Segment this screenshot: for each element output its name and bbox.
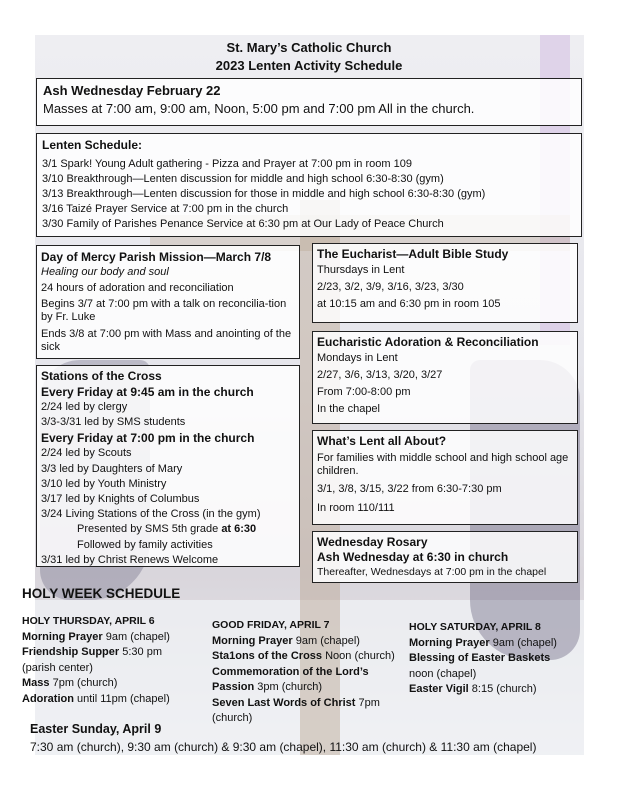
stations-friday-945: Every Friday at 9:45 am in the church [41,385,254,399]
good-friday-title: GOOD FRIDAY, APRIL 7 [212,619,330,631]
saturday-vigil-time: 8:15 (church) [468,683,537,695]
stations-of-the-cross-box [36,365,300,567]
stations-item [41,522,295,537]
thursday-mass-time: 7pm (church) [49,677,118,689]
eucharist-line: at 10:15 am and 6:30 pm in room 105 [317,298,501,310]
lent-about-line: 3/1, 3/8, 3/15, 3/22 from 6:30-7:30 pm [317,483,502,495]
stations-item: 3/10 led by Youth Ministry [41,477,167,490]
friday-morning-prayer-label: Morning Prayer [212,634,293,647]
stations-presented-time: at 6:30 [221,523,257,536]
thursday-adoration-label: Adoration [22,692,74,705]
holy-saturday-title: HOLY SATURDAY, APRIL 8 [409,621,541,633]
thursday-mass-label: Mass [22,677,50,689]
thursday-morning-prayer-time: 9am (chapel) [102,630,170,643]
friday-seven-words-location: (church) [212,712,253,724]
friday-commemoration-label: Commemoration of the Lord’s [212,665,369,678]
eucharist-line: Thursdays in Lent [317,264,405,276]
mercy-line: Begins 3/7 at 7:00 pm with a talk on reconcilia-tion by Fr. Luke [41,298,287,323]
stations-item: 3/31 led by Christ Renews Welcome [41,553,219,566]
adoration-line: From 7:00-8:00 pm [317,386,411,398]
friday-seven-words-time: 7pm [355,696,380,709]
rosary-title: Wednesday Rosary [317,535,428,549]
stations-item: 2/24 led by clergy [41,401,128,413]
rosary-ash-wednesday: Ash Wednesday at 6:30 in church [317,550,509,564]
ash-wednesday-box [36,78,582,126]
lenten-item: 3/1 Spark! Young Adult gathering - Pizza and Prayer at 7:00 pm in room 109 [42,158,412,170]
rosary-line: Thereafter, Wednesdays at 7:00 pm in the chapel [317,566,547,578]
friday-stations-time: Noon (church) [322,650,395,662]
adoration-title: Eucharistic Adoration & Reconciliation [317,335,539,349]
stations-item: 3/3 led by Daughters of Mary [41,462,183,475]
ash-wednesday-masses: Masses at 7:00 am, 9:00 am, Noon, 5:00 pm and 7:00 pm All in the church. [43,101,475,116]
lenten-item: 3/13 Breakthrough—Lenten discussion for those in middle and high school 6:30-8:30 (gym) [42,188,486,200]
saturday-vigil-label: Easter Vigil [409,683,469,695]
stations-item: 3/3-3/31 led by SMS students [41,416,186,429]
friday-morning-prayer-time: 9am (chapel) [292,634,360,647]
stations-title: Stations of the Cross [41,369,162,383]
holy-thursday-column [22,614,170,707]
friday-passion-time: 3pm (church) [254,681,323,693]
saturday-morning-prayer-time: 9am (chapel) [489,636,557,649]
thursday-friendship-supper-label: Friendship Supper [22,646,120,658]
lent-about-box [312,430,578,525]
wednesday-rosary-box [312,531,578,583]
good-friday-column [212,618,395,727]
saturday-blessing-time: noon (chapel) [409,667,477,680]
eucharist-line: 2/23, 3/2, 3/9, 3/16, 3/23, 3/30 [317,281,464,293]
lenten-item: 3/10 Breakthrough—Lenten discussion for middle and high school 6:30-8:30 (gym) [42,173,444,185]
friday-seven-words-label: Seven Last Words of Christ [212,696,356,709]
adoration-line: Mondays in Lent [317,352,398,364]
thursday-friendship-supper-time: 5:30 pm [119,646,162,658]
saturday-blessing-label: Blessing of Easter Baskets [409,652,551,664]
lenten-schedule-title: Lenten Schedule: [42,138,143,152]
mercy-subtitle: Healing our body and soul [41,266,169,278]
mercy-line: Ends 3/8 at 7:00 pm with Mass and anointing of the sick [41,328,292,353]
lenten-item: 3/30 Family of Parishes Penance Service at 6:30 pm at Our Lady of Peace Church [42,218,444,230]
lenten-schedule-box [36,133,582,237]
eucharist-bible-study-box [312,243,578,323]
adoration-line: In the chapel [317,403,380,415]
stations-item: 2/24 led by Scouts [41,447,132,460]
holy-week-title: HOLY WEEK SCHEDULE [22,586,181,601]
lent-about-title: What’s Lent all About? [317,434,447,448]
stations-item: Followed by family activities [77,538,213,551]
mercy-title: Day of Mercy Parish Mission—March 7/8 [41,250,272,264]
thursday-friendship-supper-location: (parish center) [22,661,93,674]
friday-stations-label: Sta1ons of the Cross [212,650,323,662]
eucharistic-adoration-box [312,331,578,424]
stations-item: 3/24 Living Stations of the Cross (in the gym) [41,508,261,521]
stations-presented: Presented by SMS 5th grade [77,523,222,536]
easter-sunday-times: 7:30 am (church), 9:30 am (church) & 9:30 am (chapel), 11:30 am (church) & 11:30 am (chapel) [30,740,537,754]
schedule-title: 2023 Lenten Activity Schedule [215,58,403,73]
holy-thursday-title: HOLY THURSDAY, APRIL 6 [22,615,155,627]
lent-about-line: For families with middle school and high school age children. [317,452,569,477]
saturday-morning-prayer-label: Morning Prayer [409,636,490,649]
lenten-item: 3/16 Taizé Prayer Service at 7:00 pm in the church [42,203,289,215]
eucharist-title: The Eucharist—Adult Bible Study [317,247,509,261]
lent-about-line: In room 110/111 [317,502,395,514]
mercy-line: 24 hours of adoration and reconciliation [41,282,234,294]
stations-item: 3/17 led by Knights of Columbus [41,493,200,506]
church-name: St. Mary’s Catholic Church [226,40,392,55]
easter-sunday-title: Easter Sunday, April 9 [30,722,162,736]
adoration-line: 2/27, 3/6, 3/13, 3/20, 3/27 [317,369,443,381]
ash-wednesday-title: Ash Wednesday February 22 [43,83,221,98]
day-of-mercy-box [36,245,300,359]
thursday-morning-prayer-label: Morning Prayer [22,630,103,643]
friday-passion-label: Passion [212,681,255,693]
holy-saturday-column [409,620,557,698]
stations-friday-700: Every Friday at 7:00 pm in the church [41,431,255,446]
thursday-adoration-time: until 11pm (chapel) [73,692,170,705]
